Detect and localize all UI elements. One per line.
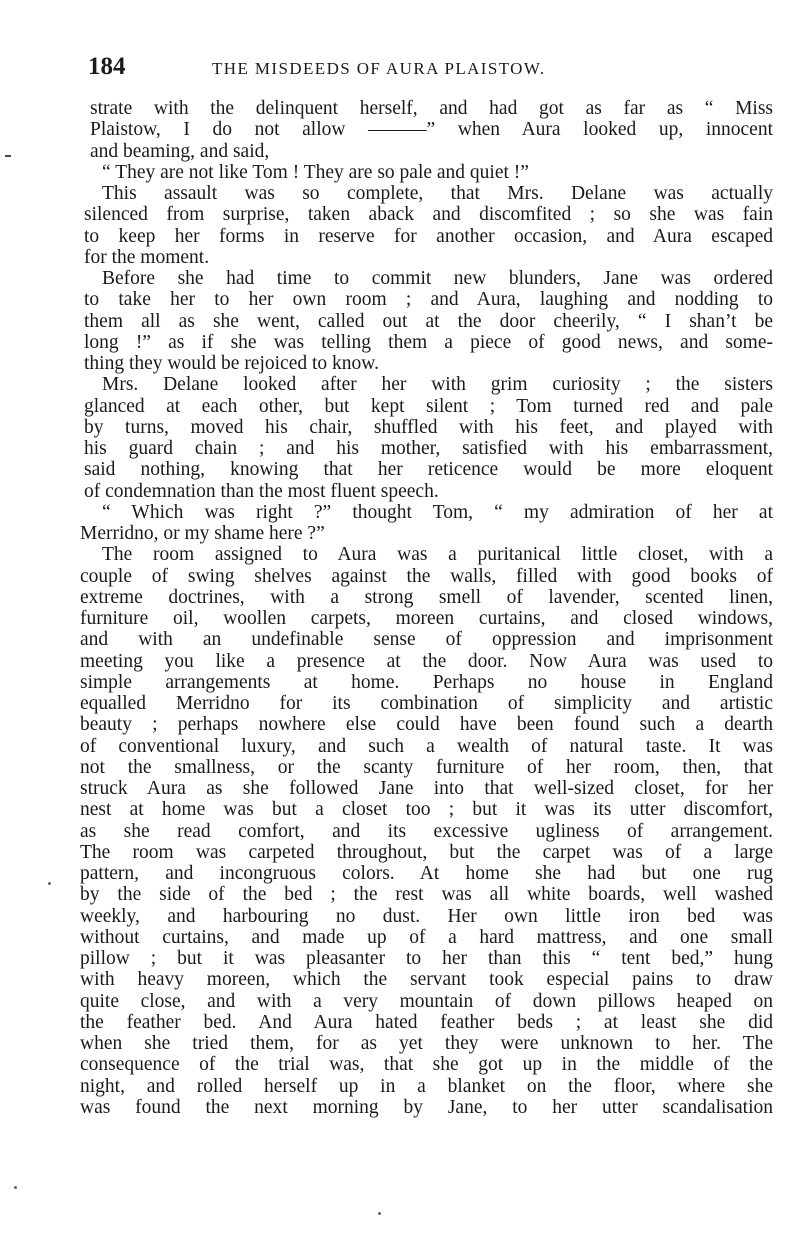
text-line: weekly, and harbouring no dust. Her own little iron bed was (80, 905, 773, 927)
text-line: the feather bed. And Aura hated feather beds ; at least she did (80, 1011, 773, 1033)
body-text (80, 98, 773, 1118)
text-line: was found the next morning by Jane, to her utter scandalisation (80, 1096, 773, 1118)
text-line: and beaming, and said, (90, 140, 270, 162)
text-line: “ They are not like Tom ! They are so pale and quiet !” (102, 161, 529, 183)
text-line: The room assigned to Aura was a puritanical little closet, with a (102, 544, 773, 566)
text-line: and with an undefinable sense of oppression and imprisonment (80, 629, 773, 651)
stray-ink-dot (14, 1186, 17, 1189)
text-line: Mrs. Delane looked after her with grim curiosity ; the sisters (102, 374, 773, 396)
text-line: consequence of the trial was, that she got up in the middle of the (80, 1054, 773, 1076)
running-title: THE MISDEEDS OF AURA PLAISTOW. (212, 59, 546, 78)
text-line: without curtains, and made up of a hard mattress, and one small (80, 926, 773, 948)
page-number: 184 (88, 53, 126, 80)
text-line: to take her to her own room ; and Aura, laughing and nodding to (84, 289, 773, 311)
text-line: “ Which was right ?” thought Tom, “ my admiration of her at (102, 501, 773, 523)
stray-ink-dot (48, 882, 51, 885)
text-line: silenced from surprise, taken aback and discomfited ; so she was fain (84, 204, 773, 226)
text-line: couple of swing shelves against the walls, filled with good books of (80, 565, 773, 587)
margin-mark (5, 155, 11, 157)
text-line: struck Aura as she followed Jane into that well-sized closet, for her (80, 778, 773, 799)
text-line: for the moment. (84, 246, 210, 268)
stray-ink-dot (378, 1212, 381, 1215)
text-line: of condemnation than the most fluent speech. (84, 480, 439, 502)
text-line: equalled Merridno for its combination of simplicity and artistic (80, 693, 773, 714)
text-line: by the side of the bed ; the rest was all white boards, well washed (80, 884, 773, 906)
text-line: extreme doctrines, with a strong smell of lavender, scented linen, (80, 586, 773, 608)
text-line: his guard chain ; and his mother, satisfied with his embarrassment, (84, 438, 773, 459)
text-line: pattern, and incongruous colors. At home she had but one rug (80, 863, 773, 884)
text-line: quite close, and with a very mountain of down pillows heaped on (80, 990, 773, 1012)
text-line: Before she had time to commit new blunders, Jane was ordered (102, 268, 773, 289)
text-line: nest at home was but a closet too ; but it was its utter discomfort, (80, 799, 773, 821)
text-line: by turns, moved his chair, shuffled with his feet, and played with (84, 416, 773, 438)
text-line: beauty ; perhaps nowhere else could have been found such a dearth (80, 714, 773, 736)
text-line: Plaistow, I do not allow ———” when Aura looked up, innocent (90, 119, 773, 141)
text-line: with heavy moreen, which the servant took especial pains to draw (80, 969, 773, 991)
text-line: strate with the delinquent herself, and had got as far as “ Miss (90, 98, 773, 119)
text-line: pillow ; but it was pleasanter to her than this “ tent bed,” hung (80, 948, 773, 969)
text-line: meeting you like a presence at the door. Now Aura was used to (80, 650, 773, 672)
text-line: said nothing, knowing that her reticence would be more eloquent (84, 459, 773, 481)
text-line: as she read comfort, and its excessive ugliness of arrangement. (80, 820, 773, 842)
text-line: them all as she went, called out at the door cheerily, “ I shan’t be (84, 310, 773, 332)
text-line: thing they would be rejoiced to know. (84, 353, 379, 374)
text-line: when she tried them, for as yet they were unknown to her. The (80, 1033, 773, 1054)
page-header (88, 52, 768, 86)
text-line: night, and rolled herself up in a blanket on the floor, where she (80, 1075, 773, 1097)
text-line: long !” as if she was telling them a piece of good news, and some- (84, 331, 773, 353)
text-line: glanced at each other, but kept silent ; Tom turned red and pale (84, 395, 773, 417)
text-line: of conventional luxury, and such a wealth of natural taste. It was (80, 735, 773, 757)
text-line: to keep her forms in reserve for another occasion, and Aura escaped (84, 225, 773, 247)
text-line: Merridno, or my shame here ?” (80, 523, 325, 544)
text-line: The room was carpeted throughout, but the carpet was of a large (80, 841, 773, 863)
text-line: simple arrangements at home. Perhaps no house in England (80, 671, 773, 693)
text-line: This assault was so complete, that Mrs. Delane was actually (102, 183, 773, 204)
text-line: furniture oil, woollen carpets, moreen curtains, and closed windows, (80, 608, 773, 629)
text-line: not the smallness, or the scanty furniture of her room, then, that (80, 756, 773, 778)
